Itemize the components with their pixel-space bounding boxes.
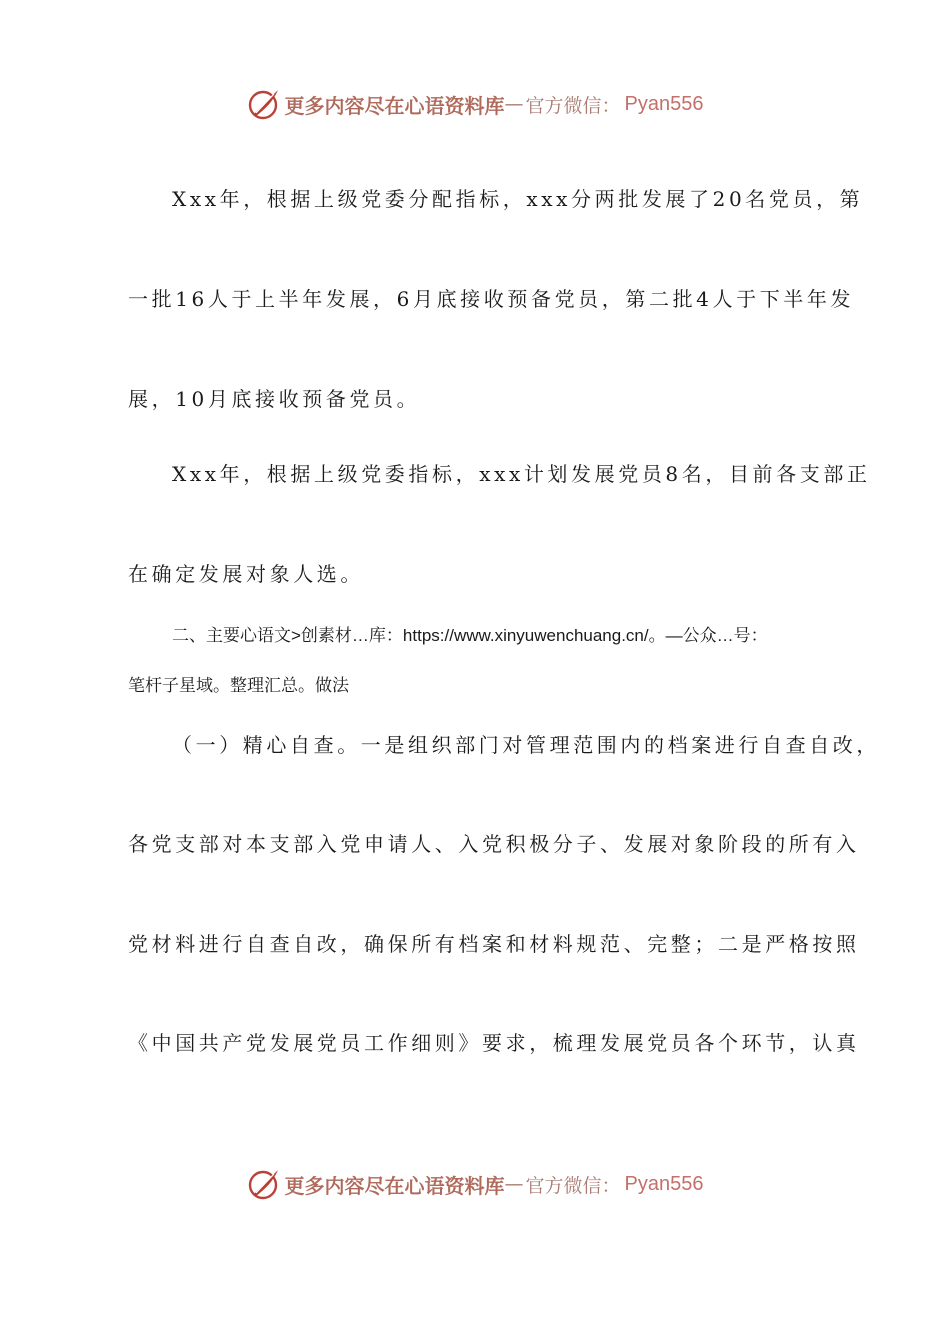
quill-pen-logo-icon (247, 1167, 281, 1201)
banner-title: 更多内容尽在心语资料库 (284, 93, 505, 118)
section-heading-line-1: 二、主要心语文>创素材…库：https://www.xinyuwenchuang.cn/。—公众…号： (172, 626, 768, 645)
paragraph-1-line-2: 一批16人于上半年发展，6月底接收预备党员，第二批4人于下半年发 (128, 287, 855, 311)
paragraph-4-line-2: 各党支部对本支部入党申请人、入党积极分子、发展对象阶段的所有入 (128, 832, 860, 856)
header-banner (0, 84, 950, 124)
paragraph-2-line-1: Xxx年，根据上级党委指标，xxx计划发展党员8名，目前各支部正 (172, 462, 871, 486)
paragraph-2-line-2: 在确定发展对象人选。 (128, 562, 364, 586)
paragraph-4-line-3: 党材料进行自查自改，确保所有档案和材料规范、完整；二是严格按照 (128, 932, 860, 956)
paragraph-1-line-1: Xxx年，根据上级党委分配指标，xxx分两批发展了20名党员，第 (172, 187, 864, 211)
footer-banner-title: 更多内容尽在心语资料库 (284, 1173, 505, 1198)
footer-banner-wechat-id: Pyan556 (624, 1172, 704, 1195)
banner-dash: — (504, 93, 524, 115)
paragraph-4-line-4: 《中国共产党发展党员工作细则》要求，梳理发展党员各个环节，认真 (128, 1031, 860, 1055)
paragraph-1-line-3: 展，10月底接收预备党员。 (128, 387, 421, 411)
quill-pen-logo-icon (247, 87, 281, 121)
footer-banner-dash: — (504, 1173, 524, 1195)
section-heading-line-2: 笔杆子星域。整理汇总。做法 (128, 676, 349, 695)
paragraph-4-line-1: （一）精心自查。一是组织部门对管理范围内的档案进行自查自改， (172, 733, 880, 757)
banner-wechat-id: Pyan556 (624, 92, 704, 115)
footer-banner (0, 1164, 950, 1204)
footer-banner-wechat-label: 官方微信： (525, 1174, 621, 1197)
banner-wechat-label: 官方微信： (525, 94, 621, 117)
